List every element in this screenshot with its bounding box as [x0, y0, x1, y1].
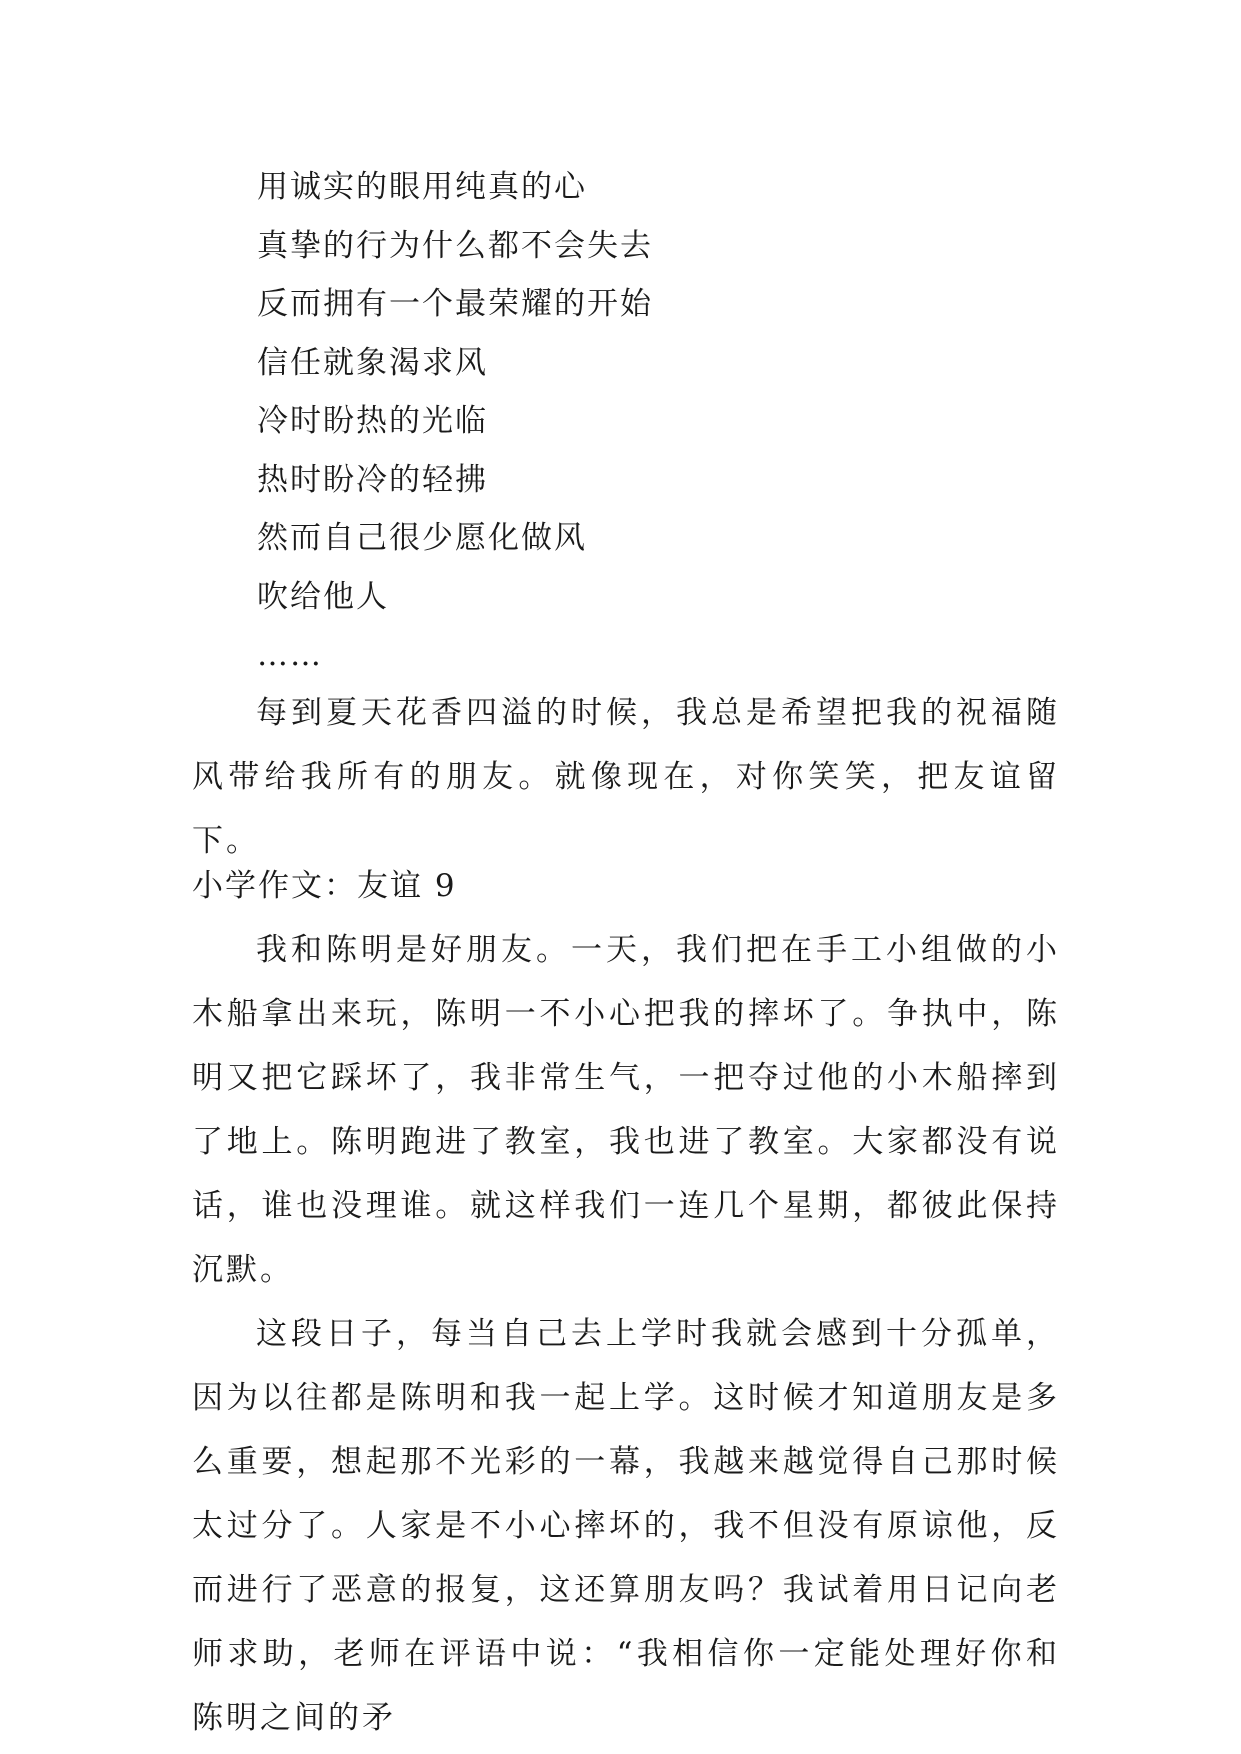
poem-line: 用诚实的眼用纯真的心: [257, 169, 587, 205]
closing-section: [192, 681, 1060, 873]
poem-line: 冷时盼热的光临: [257, 403, 488, 439]
poem-line: 热时盼冷的轻拂: [257, 461, 488, 498]
poem-line: 信任就象渴求风: [257, 344, 488, 381]
poem-line: 吹给他人: [257, 578, 389, 615]
poem-line: 然而自己很少愿化做风: [257, 520, 587, 556]
section-title: 小学作文：友谊 9: [192, 868, 457, 904]
essay-paragraph: 这段日子，每当自己去上学时我就会感到十分孤单，因为以往都是陈明和我一起上学。这时候才知道朋友是多么重要，想起那不光彩的一幕，我越来越觉得自己那时候太过分了。人家是不小心摔坏的，我不但没有原谅他，反而进行了恶意的报复，这还算朋友吗？我试着用日记向老师求助，老师在评语中说：“我相信你一定能处理好你和陈明之间的矛: [192, 1316, 1060, 1736]
essay-body: [192, 918, 1060, 1750]
poem-line: ……: [257, 637, 323, 673]
closing-paragraph: 每到夏天花香四溢的时候，我总是希望把我的祝福随风带给我所有的朋友。就像现在，对你笑笑，把友谊留下。: [192, 695, 1060, 859]
poem-line: 反而拥有一个最荣耀的开始: [257, 286, 653, 322]
poem-line: 真挚的行为什么都不会失去: [257, 227, 653, 264]
essay-paragraph: 我和陈明是好朋友。一天，我们把在手工小组做的小木船拿出来玩，陈明一不小心把我的摔坏了。争执中，陈明又把它踩坏了，我非常生气，一把夺过他的小木船摔到了地上。陈明跑进了教室，我也进了教室。大家都没有说话，谁也没理谁。就这样我们一连几个星期，都彼此保持沉默。: [192, 932, 1060, 1288]
poem: [257, 158, 1057, 685]
